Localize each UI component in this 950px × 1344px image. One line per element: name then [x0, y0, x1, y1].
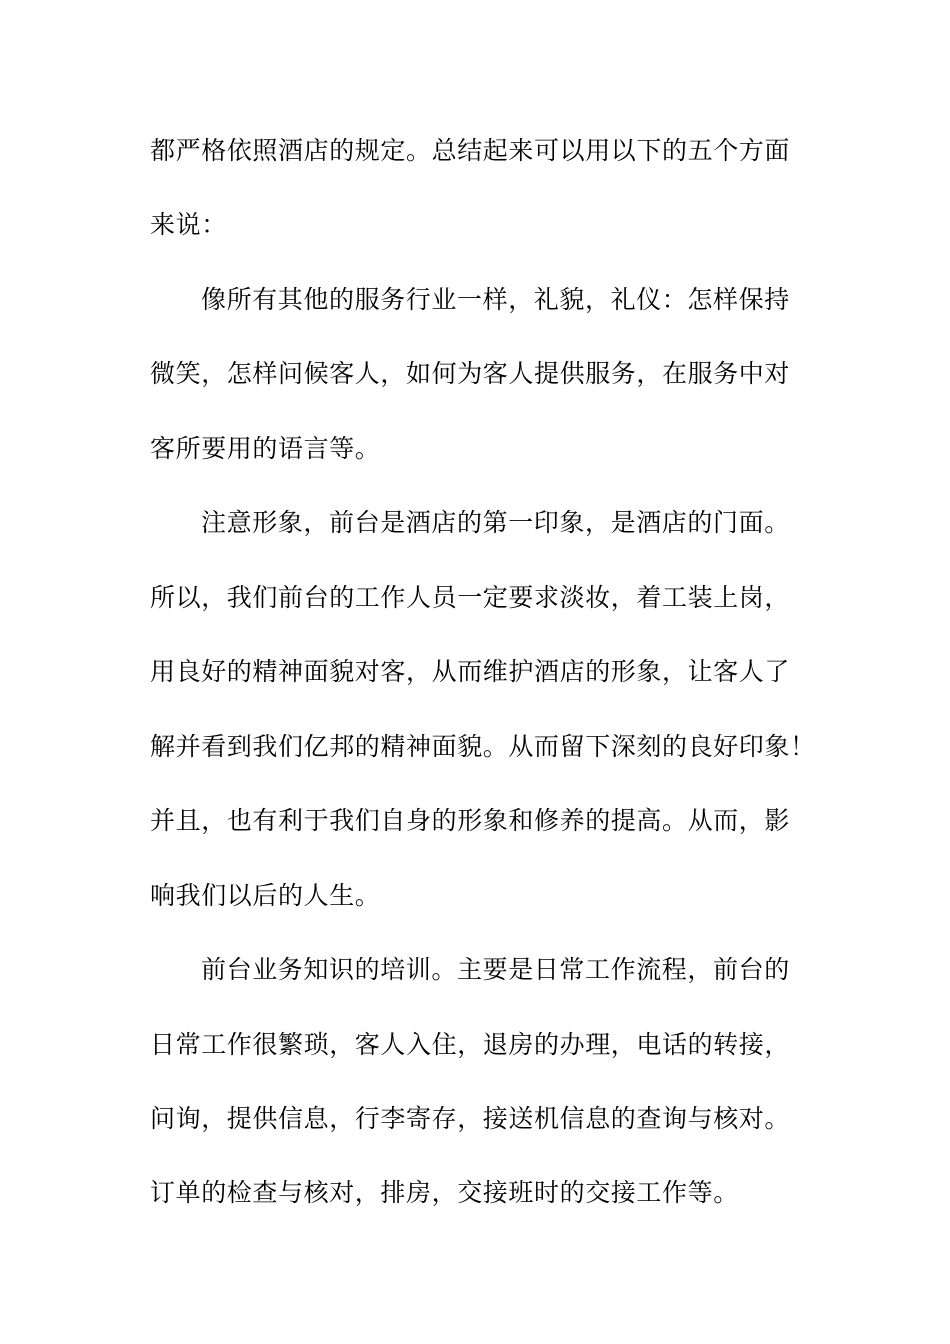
paragraph-first-line: 像所有其他的服务行业一样，礼貌，礼仪：怎样保持 — [201, 285, 790, 314]
text-line: 客所要用的语言等。 — [150, 434, 381, 463]
text-line: 来说： — [150, 210, 227, 239]
text-line: 微笑，怎样问候客人，如何为客人提供服务，在服务中对 — [150, 359, 791, 388]
text-line: 订单的检查与核对，排房，交接班时的交接工作等。 — [150, 1178, 739, 1207]
paragraph-first-line: 注意形象，前台是酒店的第一印象，是酒店的门面。 — [201, 508, 790, 537]
text-line: 用良好的精神面貌对客，从而维护酒店的形象，让客人了 — [150, 657, 791, 686]
text-line: 并且，也有利于我们自身的形象和修养的提高。从而，影 — [150, 806, 791, 835]
text-line: 响我们以后的人生。 — [150, 881, 381, 910]
text-line: 都严格依照酒店的规定。总结起来可以用以下的五个方面 — [150, 136, 791, 165]
paragraph-first-line: 前台业务知识的培训。主要是日常工作流程，前台的 — [201, 955, 790, 984]
text-line: 解并看到我们亿邦的精神面貌。从而留下深刻的良好印象！ — [150, 732, 816, 761]
text-line: 问询，提供信息，行李寄存，接送机信息的查询与核对。 — [150, 1104, 791, 1133]
text-line: 日常工作很繁琐，客人入住，退房的办理，电话的转接， — [150, 1030, 791, 1059]
text-line: 所以，我们前台的工作人员一定要求淡妆，着工装上岗， — [150, 583, 791, 612]
